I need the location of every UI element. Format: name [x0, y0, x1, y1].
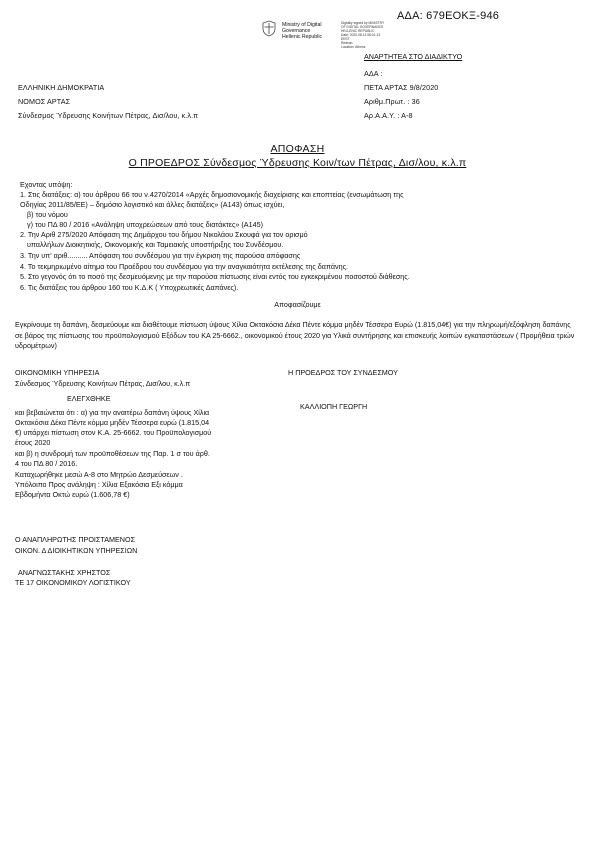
document-subtitle: Ο ΠΡΟΕΔΡΟΣ Σύνδεσμος Ύδρευσης Κοιν/των Πέτρας, Δισ/λου, κ.λ.π [128, 157, 467, 169]
decision-text: Εγκρίνουμε τη δαπάνη, δεσμεύουμε και διαθέτουμε πίστωση ύψους Χίλια Οκτακόσια Δέκα Πέντε κόμμα μηδέν Τέσσερα Ευρώ (1.815,04€) για την πληρωμή/εξόφληση δαπάνης σε βάρος της πίστωσης του προϋπολογισμού Εξόδων του ΚΑ 25-6662., οικονομικού έτους 2020 για Υλικά συντήρησης και επισκευής λοιπών εγκαταστάσεων ( Προμήθεια τριών υδρομέτρων) [15, 320, 575, 350]
signature-line: Date: 2020.08.13 08:01:13 [341, 33, 381, 37]
signature-line: OF DIGITAL GOVERNANCE [341, 25, 384, 29]
considering-item: υπαλλήλων Διοικητικής, Οικονομικής και Ταμειακής υποστήριξης του Συνδέσμου. [27, 240, 284, 249]
considering-item: Οδηγίας 2011/85/ΕΕ) – δημόσιο λογιστικό και άλλες διατάξεις» (Α143) όπως ισχύει, [20, 200, 285, 209]
considering-item: 6. Τις διατάξεις του άρθρου 160 του Κ.Δ.Κ ( Υποχρεωτικές Δαπάνες). [20, 283, 239, 292]
signature-line: HELLENIC REPUBLIC [341, 29, 375, 33]
checked-line: Εβδομήντα Οκτώ ευρώ (1.606,78 €) [15, 490, 130, 499]
checked-line: Καταχωρήθηκε μεσώ Α-8 στο Μητρώο Δεσμεύσεων . [15, 470, 183, 479]
upload-notice: ΑΝΑΡΤΗΤΕΑ ΣΤΟ ΔΙΑΔΙΚΤΥΟ [364, 52, 463, 61]
signature-line: Digitally signed by MINISTRY [341, 21, 385, 25]
ministry-line: Ministry of Digital [282, 22, 322, 28]
considering-item: β) του νόμου [27, 210, 68, 219]
deputy-department: ΟΙΚΟΝ. Δ ΔΙΟΙΚΗΤΙΚΩΝ ΥΠΗΡΕΣΙΩΝ [15, 546, 138, 555]
signature-line: EEST [341, 37, 350, 41]
signature-line: Location: Athens [341, 45, 366, 49]
document-title: ΑΠΟΦΑΣΗ [270, 143, 325, 155]
checked-line: Οκτακόσια Δέκα Πέντε κόμμα μηδέν Τέσσερα ευρώ (1.815,04 [15, 418, 210, 427]
checked-heading: ΕΛΕΓΧΘΗΚΕ [67, 394, 111, 403]
ministry-line: Governance [282, 28, 311, 34]
deputy-title: Ο ΑΝΑΠΛΗΡΩΤΗΣ ΠΡΟΙΣΤΑΜΕΝΟΣ [15, 535, 136, 544]
ada-number: ΑΔΑ: 679ΕΟΚΞ-946 [397, 10, 500, 22]
president-name: ΚΑΛΛΙΟΠΗ ΓΕΩΡΓΗ [300, 402, 368, 411]
checked-line: 4 του ΠΔ 80 / 2016. [15, 459, 78, 468]
considering-heading: Εχοντας υπόψη: [20, 180, 73, 189]
checked-line: €) υπάρχει πίστωση στον Κ.Α. 25-6662. του Προϋπολογισμού [15, 428, 212, 437]
decide-label: Αποφασίζουμε [274, 300, 321, 309]
considering-item: 2. Την Αριθ 275/2020 Απόφαση της Δημάρχου του δήμου Νικολάου Σκουφά για τον ορισμό [20, 230, 308, 239]
ministry-label [282, 22, 322, 40]
hellenic-emblem-icon [261, 20, 277, 37]
finance-service-organization: Σύνδεσμος Ύδρευσης Κοινήτων Πέτρας, Δισ/λου, κ.λ.π [15, 379, 191, 388]
reference-ada: ΑΔΑ : [364, 69, 383, 78]
checked-line: και βεβαιώνεται ότι : α) για την αναιτέρω δαπάνη ύψους Χίλια [15, 408, 210, 417]
reference-place-date: ΠΕΤΑ ΑΡΤΑΣ 9/8/2020 [364, 83, 439, 92]
issuer-organization: Σύνδεσμος Ύδρευσης Κοινήτων Πέτρας, Δισ/λου, κ.λ.π [18, 111, 199, 120]
accountant-name: ΑΝΑΓΝΩΣΤΑΚΗΣ ΧΡΗΣΤΟΣ [18, 568, 111, 577]
checked-line: Υπόλοιπο Προς ανάληψη : Χίλια Εξακόσια Εξι κόμμα [15, 480, 183, 489]
considering-item: 3. Την υπ' αριθ.......... Απόφαση του συνδέσμου για την έγκριση της παρούσα απόφασης [20, 251, 301, 260]
finance-service-title: ΟΙΚΟΝΟΜΙΚΗ ΥΠΗΡΕΣΙΑ [15, 368, 100, 377]
considering-item: 4. Το τεκμηριωμένο αίτημα του Προέδρου του συνδέσμου για την αναγκαιότητα εκτέλεσης της δαπάνης. [20, 262, 349, 271]
reference-protocol: Αριθμ.Πρωτ. : 36 [364, 97, 420, 106]
signature-line: Reason: [341, 41, 354, 45]
considering-item: 1. Στις διατάξεις: α) του άρθρου 66 του ν.4270/2014 «Αρχές δημοσιονομικής διαχείρισης και εποπτείας (ενσωμάτωση της [20, 190, 404, 199]
issuer-prefecture: ΝΟΜΟΣ ΑΡΤΑΣ [18, 97, 71, 106]
accountant-title: ΤΕ 17 ΟΙΚΟΝΟΜΙΚΟΥ ΛΟΓΙΣΤΙΚΟΥ [15, 578, 131, 587]
considering-item: γ) του ΠΔ 80 / 2016 «Ανάληψη υποχρεώσεων από τους διατάκτες» (Α145) [27, 220, 263, 229]
reference-aay: Αρ.Α.Α.Υ. : Α-8 [364, 111, 413, 120]
issuer-country: ΕΛΛΗΝΙΚΗ ΔΗΜΟΚΡΑΤΙΑ [18, 83, 105, 92]
checked-line: και β) η συνδρομή των προϋποθέσεων της Παρ. 1 σ του άρθ. [15, 449, 210, 458]
ministry-line: Hellenic Republic [282, 34, 323, 40]
checked-line: έτους 2020 [15, 438, 51, 447]
president-title: Η ΠΡΟΕΔΡΟΣ ΤΟΥ ΣΥΝΔΕΣΜΟΥ [288, 368, 398, 377]
digital-signature [341, 21, 384, 49]
considering-item: 5. Στο γεγονός ότι το ποσό της δεσμευόμενης με την παρούσα πίστωσης είναι εντός του εγκεκριμένου ποσοστού διάθεσης. [20, 272, 410, 281]
